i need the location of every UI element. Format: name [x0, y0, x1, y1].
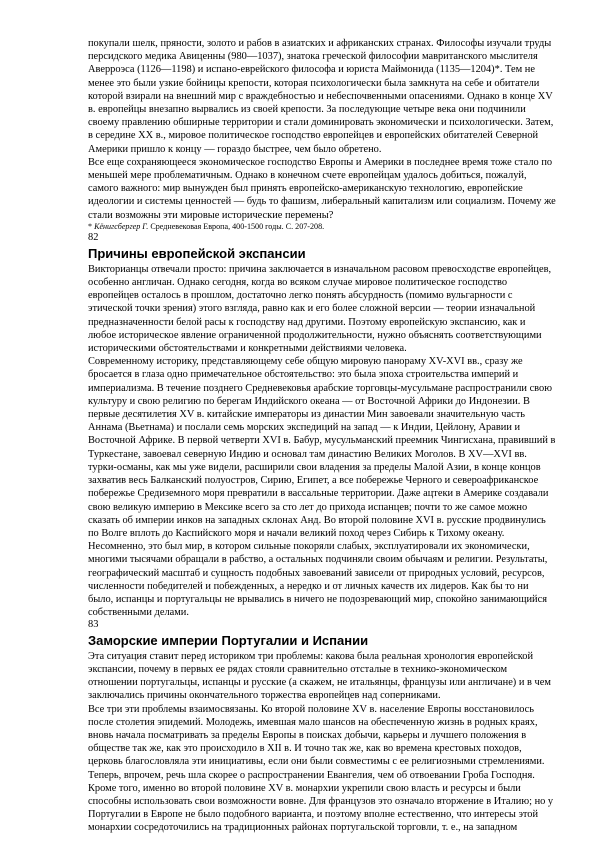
page-number-83: 83: [88, 619, 99, 631]
page-number-82: 82: [88, 232, 99, 244]
footnote-source: Средневековая Европа, 400-1500 годы. С. 207-208.: [148, 221, 325, 231]
paragraph-three-problems: Все три эти проблемы взаимосвязаны. Ко второй половине XV в. население Европы восстановилось после столетия эпидемий. Молодежь, имевшая мало шансов на обеспеченную жизнь в родных краях, вновь начала посматривать за пределы Европы в поисках добычи, карьеры и лучшего положения в обществе так же, как это происходило в XII в. И точно так же, как во времена крестовых походов, церковь благословляла эти инициативы, если они были совместимы с ее религиозными стремлениями. Теперь, впрочем, речь шла скорее о распространении Евангелия, чем об отвоевании Гроба Господня. Кроме того, именно во второй половине XV в. монархии укрепили свою власть и ресурсы и были способны использовать свои возможности вовне. Для французов это означало вторжение в Италию; но у Португалии в Европе не было подобного варианта, и поэтому вполне естественно, что интересы этой монархии сосредоточились на традиционных районах португальской торговли, т. е., на западном: [88, 703, 554, 834]
section-heading-causes: Причины европейской экспансии: [88, 245, 306, 261]
footnote: [88, 222, 556, 233]
paragraph-continuation: покупали шелк, пряности, золото и рабов в азиатских и африканских странах. Философы изучали труды персидского медика Авиценны (980—1037), знатока греческой философии мавританского мыслителя Аверроэса (1126—1198) и испано-еврейского философа и юриста Маймонида (1135—1204)*. Тем не менее это были узкие бойницы крепости, которая психологически была замкнута на себе и обитатели которой взирали на внешний мир с враждебностью и небеспочвенными опасениями. Однако в конце XV в. европейцы внезапно вырвались из своей крепости. За последующие четыре века они подчинили своему правлению обширные территории и стали доминировать экономически и психологически. Затем, в середине XX в., мировое политическое господство европейцев и европейских обитателей Северной Америки пришло к концу — гораздо быстрее, чем было обретено.: [88, 38, 554, 155]
paragraph-dominance: Все еще сохраняющееся экономическое господство Европы и Америки в последнее время тоже стало по меньшей мере проблематичным. Однако в конечном счете европейцам удалось добиться, пожалуй, самого важного: мир вынужден был принять европейско-американскую технологию, европейские идеологии и системы ценностей — будь то фашизм, либеральный капитализм или социализм. Почему же стали возможны эти мировые исторические перемены?: [88, 156, 556, 221]
document-page: [88, 37, 556, 835]
section-heading-empires: Заморские империи Португалии и Испании: [88, 632, 369, 648]
footnote-marker: *: [88, 221, 95, 231]
footnote-author: Кёнигсбергер Г.: [94, 221, 149, 231]
paragraph-modern-historian: Современному историку, представляющему себе общую мировую панораму XV-XVI вв., сразу же бросается в глаза одно примечательное обстоятельство: это была эпоха строительства империй и империализма. В течение позднего Средневековья арабские торговцы-мусульмане распространили свою культуру и свою религию по берегам Индийского океана — от Восточной Африки до Индонезии. В первые десятилетия XV в. китайские императоры из династии Мин завоевали значительную часть Аннама (Вьетнама) и послали семь морских экспедиций на запад — к Индии, Цейлону, Аравии и Восточной Африке. В первой четверти XVI в. Бабур, мусульманский преемник Чингисхана, правивший в Туркестане, завоевал северную Индию и основал там династию Великих Моголов. В XV—XVI вв. турки-османы, как мы уже видели, расширили свои владения за пределы Малой Азии, в конце концов захватив весь Балканский полуостров, Сирию, Египет, а все побережье Черного и североафриканское побережье Средиземного моря превратили в вассальные территории. Даже ацтеки в Америке создавали свою великую империю в Мексике всего за сто лет до прихода испанцев; почти то же самое можно сказать об империи инков на западных склонах Анд. Во второй половине XVI в. русские продвинулись по Волге вплоть до Каспийского моря и начали великий поход через Сибирь к Тихому океану. Несомненно, это был мир, в котором сильные покоряли слабых, эксплуатировали их экономически, многими тысячами обращали в рабство, а остальных подчиняли своим обычаям и религии. Результаты, географический масштаб и сущность подобных завоеваний зависели от природных условий, ресурсов, численности победителей и побежденных, а нередко и от личных качеств их лидеров. Как бы то ни было, испанцы и португальцы не врывались в ничего не подозревающий мир, спокойно занимающийся собственными делами.: [88, 356, 556, 619]
paragraph-victorians: Викторианцы отвечали просто: причина заключается в изначальном расовом превосходстве европейцев, особенно англичан. Однако сегодня, когда во всяком случае мировое политическое господство европейцев осталось в прошлом, достаточно легко понять абсурдность (помимо вульгарности с этической точки зрения) этого взгляда, равно как и его более сложной версии — теории изначальной предназначенности белой расы к господству над другими. Поэтому европейскую экспансию, как и любое историческое явление ограниченной продолжительности, нужно объяснять соответствующими историческими обстоятельствами и конкретными действиями человека.: [88, 263, 552, 355]
paragraph-situation: Эта ситуация ставит перед историком три проблемы: какова была реальная хронология европейской экспансии, почему в первых ее рядах стояли сравнительно отсталые в технико-экономическом отношении португальцы, испанцы и русские (а скажем, не итальянцы, французы или англичане) и в чем заключались причины окончательного торжества европейцев над соперниками.: [88, 650, 551, 702]
